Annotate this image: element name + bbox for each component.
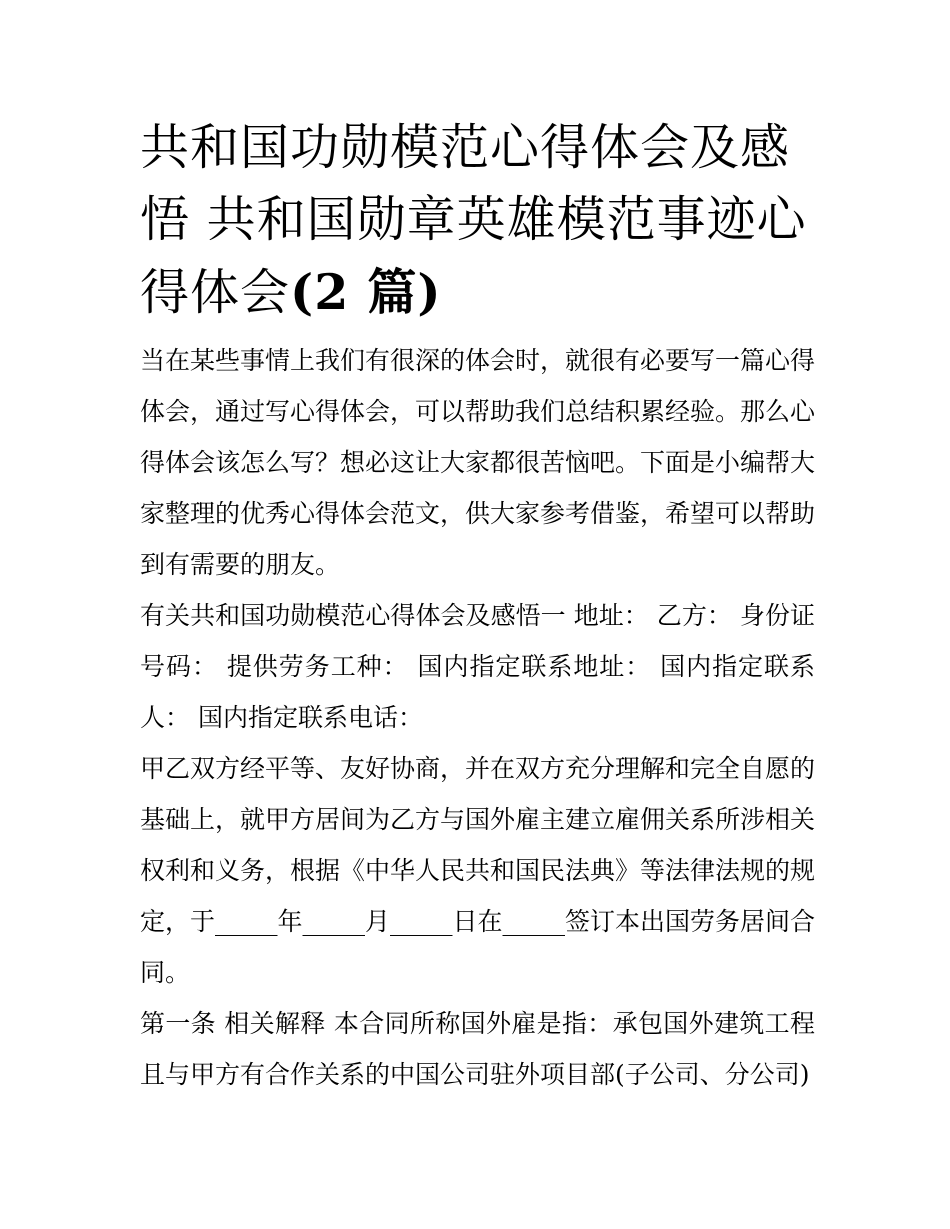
article-one-paragraph: 第一条 相关解释 本合同所称国外雇是指：承包国外建筑工程且与甲方有合作关系的中国公司驻外项目部(子公司、分公司) — [140, 1009, 815, 1089]
intro-paragraph: 当在某些事情上我们有很深的体会时，就很有必要写一篇心得体会，通过写心得体会，可以帮助我们总结积累经验。那么心得体会该怎么写？想必这让大家都很苦恼吧。下面是小编帮大家整理的优秀心得体会范文，供大家参考借鉴，希望可以帮助到有需要的朋友。 — [140, 346, 816, 579]
document-title: 共和国功勋模范心得体会及感悟 共和国勋章英雄模范事迹心得体会(2 篇) — [140, 119, 807, 321]
title-count: (2 篇) — [290, 263, 442, 321]
contract-preamble-paragraph: 甲乙双方经平等、友好协商，并在双方充分理解和完全自愿的基础上，就甲方居间为乙方与国外雇主建立雇佣关系所涉相关权利和义务，根据《中华人民共和国民法典》等法律法规的规定，于_____年_____月_____日在_____签订本出国劳务居间合同。 — [140, 754, 816, 987]
document-page — [140, 112, 815, 1100]
contract-info-paragraph: 有关共和国功勋模范心得体会及感悟一 地址： 乙方： 身份证号码： 提供劳务工种： 国内指定联系地址： 国内指定联系人： 国内指定联系电话： — [140, 601, 815, 732]
